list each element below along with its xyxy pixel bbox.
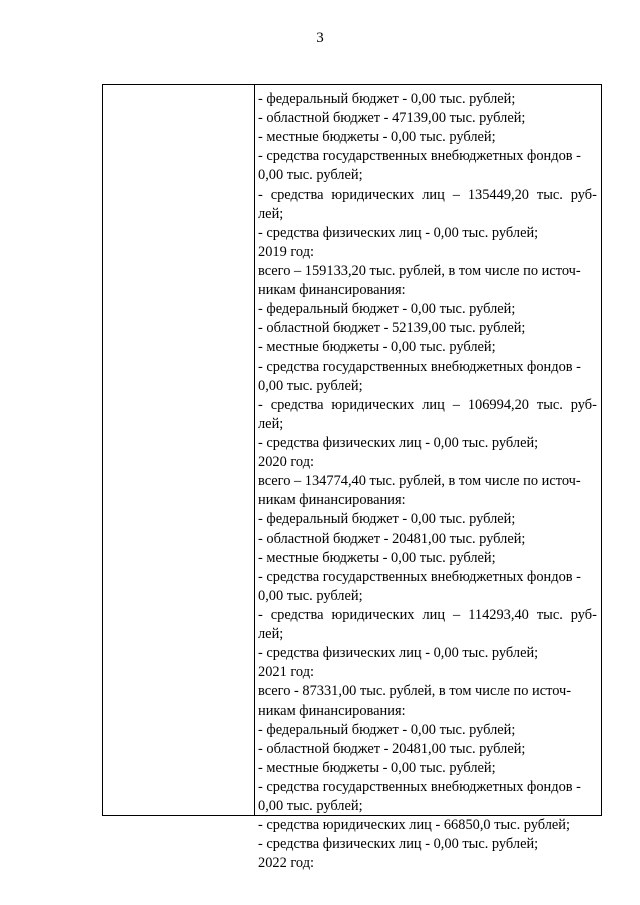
text-line: всего – 159133,20 тыс. рублей, в том числе по источ- (258, 262, 581, 279)
text-line: лей; (258, 626, 284, 643)
text-line: лей; (258, 205, 284, 222)
table-right-cell (255, 85, 601, 872)
text-line: - местные бюджеты - 0,00 тыс. рублей; (258, 549, 496, 566)
text-line: - местные бюджеты - 0,00 тыс. рублей; (258, 339, 496, 356)
text-line: - средства государственных внебюджетных фондов - (258, 148, 581, 165)
text-line: 2019 год: (258, 243, 315, 260)
text-line: 2022 год: (258, 855, 315, 872)
text-line: - федеральный бюджет - 0,00 тыс. рублей; (258, 511, 516, 528)
text-line: всего – 134774,40 тыс. рублей, в том числе по источ- (258, 473, 581, 490)
text-line: - областной бюджет - 52139,00 тыс. рублей; (258, 320, 526, 337)
text-line: - средства юридических лиц - 66850,0 тыс. рублей; (258, 817, 571, 834)
text-line: - областной бюджет - 20481,00 тыс. рублей; (258, 530, 526, 547)
text-line: - средства юридических лиц – 114293,40 тыс. руб- (258, 606, 597, 623)
text-line: 0,00 тыс. рублей; (258, 167, 363, 184)
text-line: - областной бюджет - 20481,00 тыс. рублей; (258, 740, 526, 757)
text-line: - местные бюджеты - 0,00 тыс. рублей; (258, 759, 496, 776)
text-line: - средства физических лиц - 0,00 тыс. рублей; (258, 645, 539, 662)
text-line: никам финансирования: (258, 702, 406, 719)
text-line: - областной бюджет - 47139,00 тыс. рублей; (258, 110, 526, 127)
text-line: - федеральный бюджет - 0,00 тыс. рублей; (258, 301, 516, 318)
table-left-cell (103, 85, 255, 815)
text-line: - федеральный бюджет - 0,00 тыс. рублей; (258, 721, 516, 738)
text-line: - средства государственных внебюджетных фондов - (258, 778, 581, 795)
text-line: - средства государственных внебюджетных фондов - (258, 358, 581, 375)
text-line: никам финансирования: (258, 492, 406, 509)
page-number: 3 (316, 30, 324, 46)
text-line: - местные бюджеты - 0,00 тыс. рублей; (258, 129, 496, 146)
text-line: 0,00 тыс. рублей; (258, 798, 363, 815)
text-line: - средства физических лиц - 0,00 тыс. рублей; (258, 224, 539, 241)
text-line: - средства физических лиц - 0,00 тыс. рублей; (258, 434, 539, 451)
text-line: всего - 87331,00 тыс. рублей, в том числе по источ- (258, 683, 572, 700)
text-line: - федеральный бюджет - 0,00 тыс. рублей; (258, 91, 516, 107)
text-line: никам финансирования: (258, 282, 406, 299)
text-line: лей; (258, 415, 284, 432)
funding-table (102, 84, 602, 872)
text-line: - средства юридических лиц – 106994,20 тыс. руб- (258, 396, 597, 413)
text-line: - средства государственных внебюджетных фондов - (258, 568, 581, 585)
text-line: 0,00 тыс. рублей; (258, 587, 363, 604)
text-line: 0,00 тыс. рублей; (258, 377, 363, 394)
text-line: - средства юридических лиц – 135449,20 тыс. руб- (258, 186, 597, 203)
text-line: - средства физических лиц - 0,00 тыс. рублей; (258, 836, 539, 853)
text-line: 2020 год: (258, 454, 315, 471)
text-line: 2021 год: (258, 664, 315, 681)
